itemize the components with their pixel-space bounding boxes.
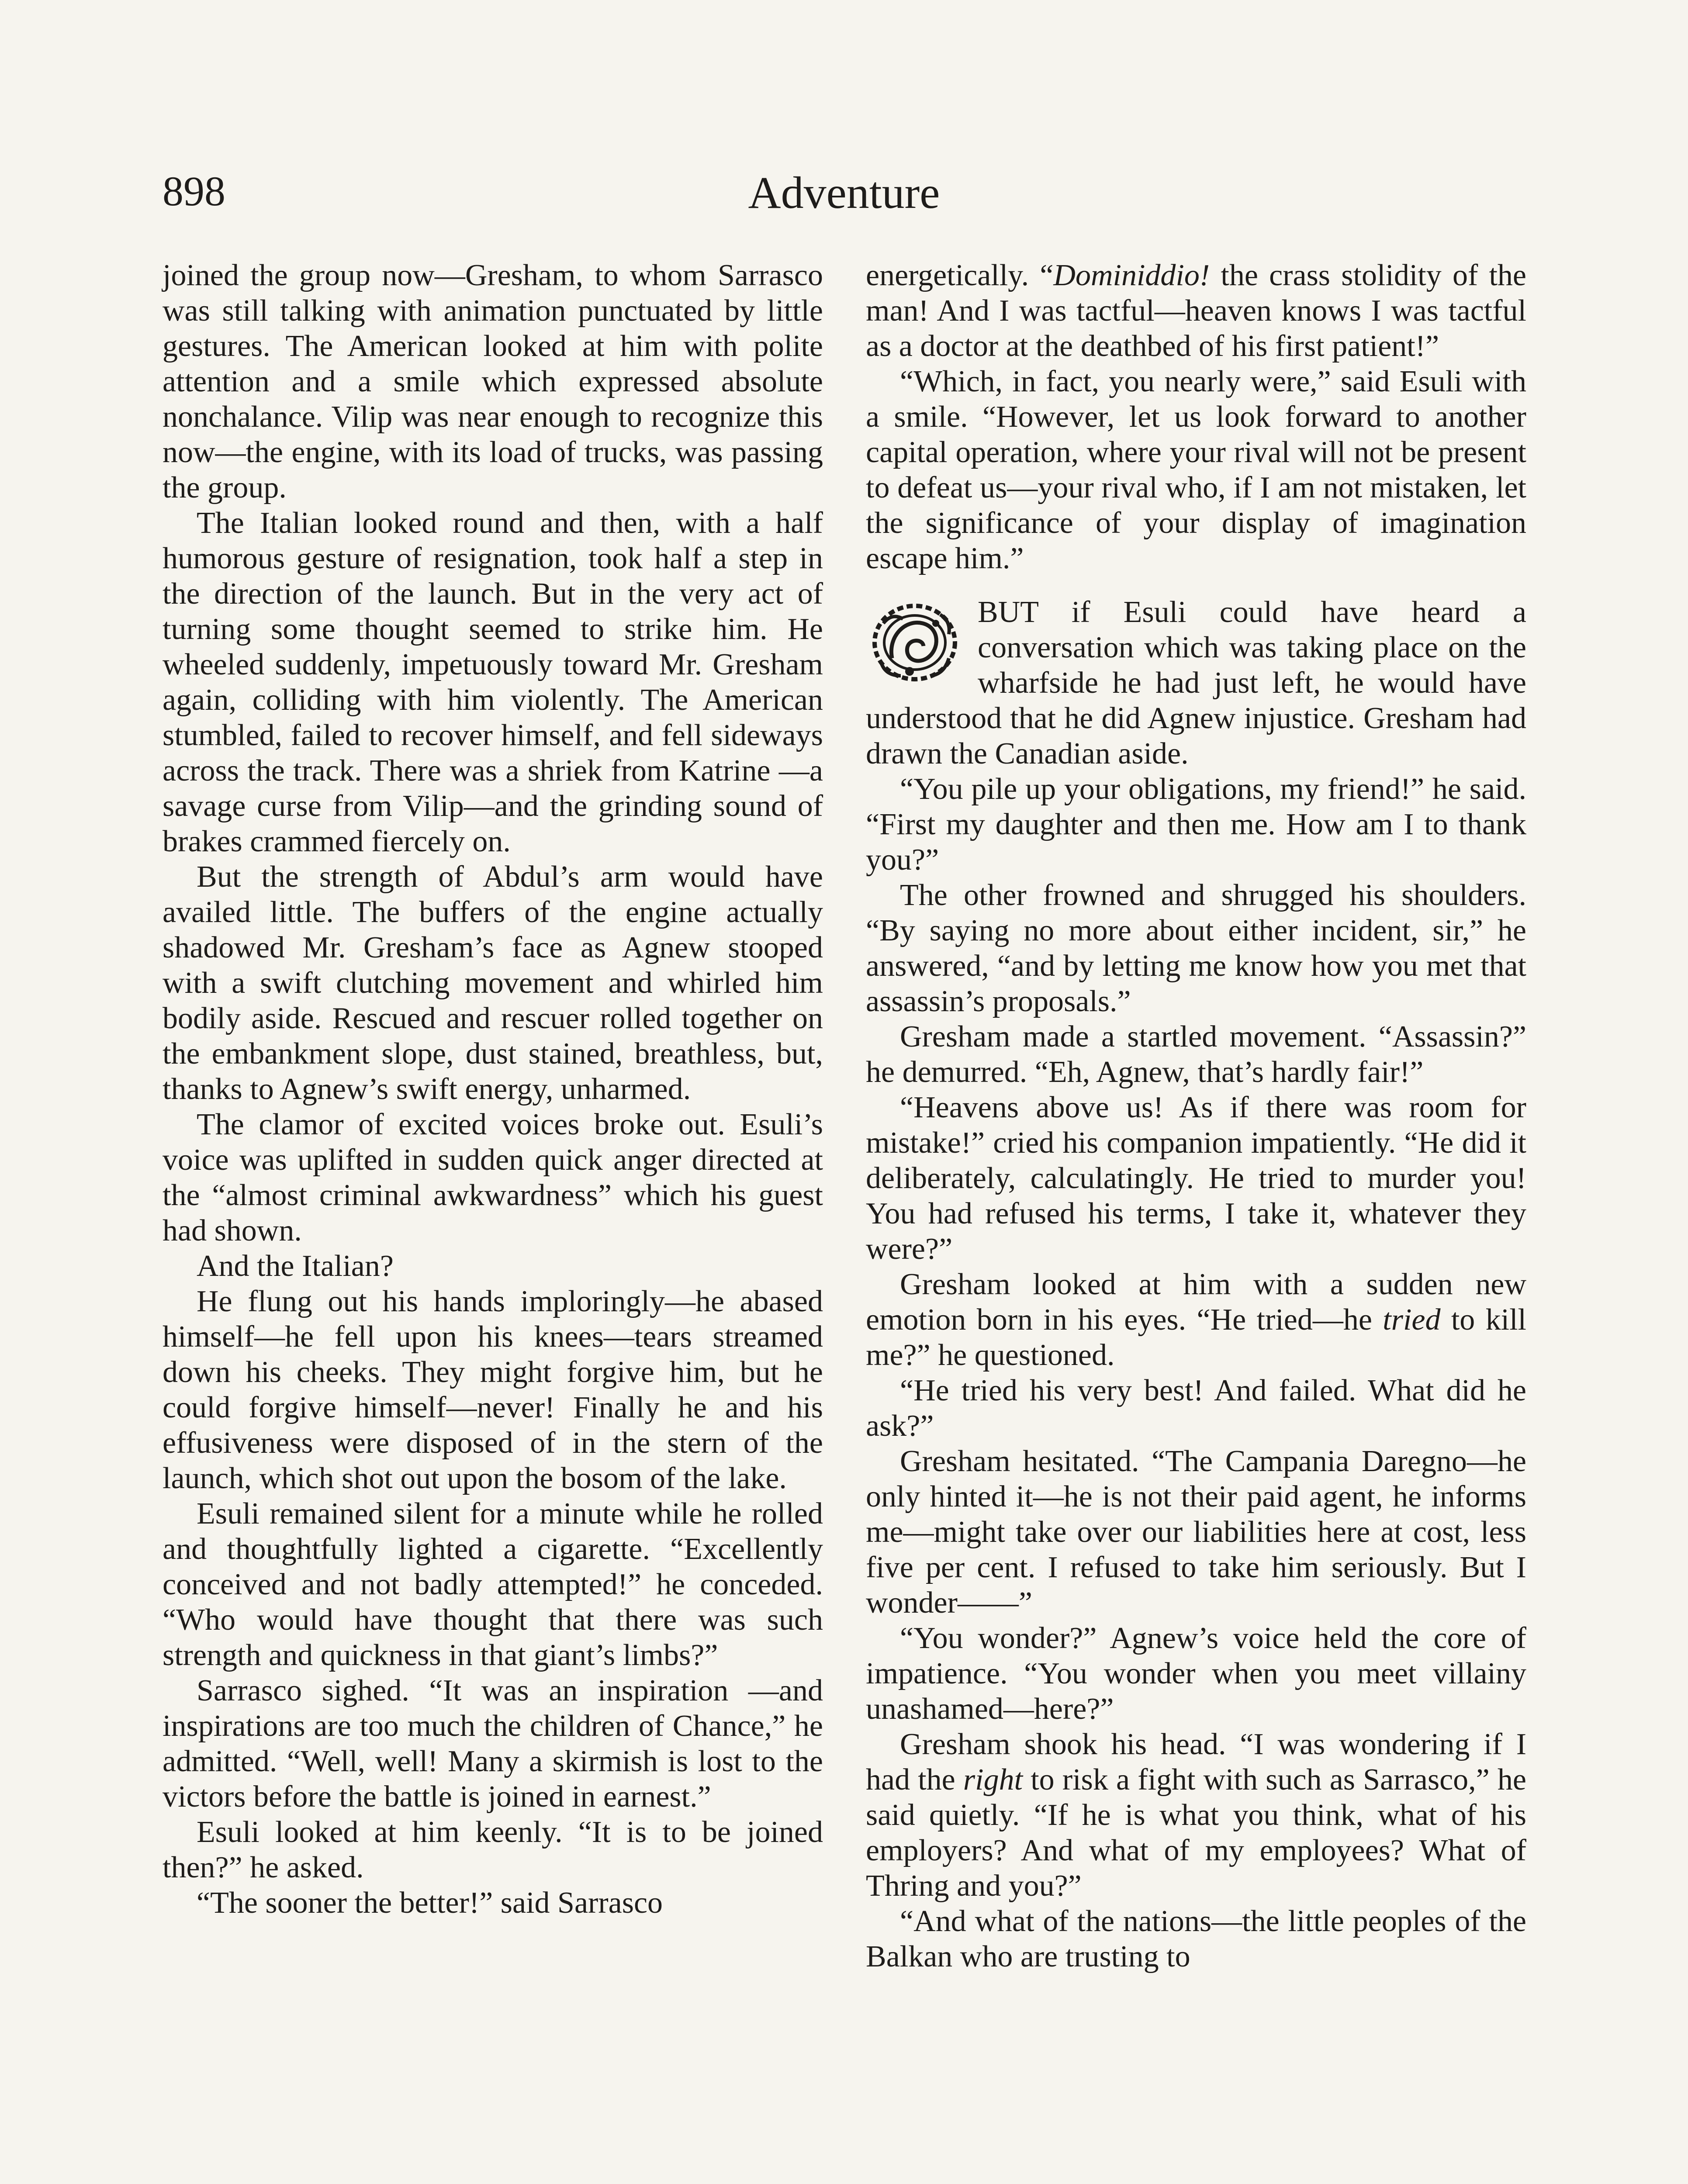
section-break-block — [866, 594, 1526, 771]
paragraph: joined the group now—Gresham, to whom Sarrasco was still talking with animation punctuated by little gestures. The American looked at him with polite attention and a smile which expressed absolute nonchalance. Vilip was near enough to recognize this now—the engine, with its load of trucks, was passing the group. — [163, 259, 823, 505]
running-title: Adventure — [748, 168, 940, 218]
text-run: energetically. “ — [866, 259, 1054, 292]
page-number: 898 — [163, 168, 225, 214]
paragraph — [866, 1727, 1526, 1904]
text-run: Gresham shook his head. “I was wondering if I had the — [866, 1728, 1526, 1797]
paragraph: The Italian looked round and then, with a half humorous gesture of resignation, took half a step in the direction of the launch. But in the very act of turning some thought seemed to strike him. He wheeled suddenly, impetuously toward Mr. Gresham again, colliding with him violently. The American stumbled, failed to recover himself, and fell sideways across the track. There was a shriek from Katrine —a savage curse from Vilip—and the grinding sound of brakes crammed fiercely on. — [163, 506, 823, 858]
paragraph: Gresham hesitated. “The Campania Daregno—he only hinted it—he is not their paid agent, he informs me—might take over our liabilities here at cost, less five per cent. I refused to take him seriously. But I wonder——” — [866, 1444, 1526, 1620]
paragraph: The other frowned and shrugged his shoulders. “By saying no more about either incident, sir,” he answered, “and by letting me know how you met that assassin’s proposals.” — [866, 878, 1526, 1018]
paragraph: “And what of the nations—the little peoples of the Balkan who are trusting to — [866, 1904, 1526, 1973]
italic-word: right — [963, 1763, 1023, 1797]
text-run: to risk a fight with such as Sarrasco,” he said quietly. “If he is what you think, what of his employers? And what of my employees? What of Thring and you?” — [866, 1763, 1526, 1903]
italic-word: Dominiddio! — [1053, 259, 1210, 292]
italic-word: tried — [1383, 1303, 1441, 1337]
text-run: Gresham looked at him with a sudden new emotion born in his eyes. “He tried—he — [866, 1268, 1526, 1337]
paragraph: “Which, in fact, you nearly were,” said Esuli with a smile. “However, let us look forward to another capital operation, where your rival will not be present to defeat us—your rival who, if I am not mistaken, let the significance of your display of imagination escape him.” — [866, 365, 1526, 575]
paragraph: He flung out his hands imploringly—he abased himself—he fell upon his knees—tears streamed down his cheeks. They might forgive him, but he could forgive himself—never! Finally he and his effusiveness were disposed of in the stern of the launch, which shot out upon the bosom of the lake. — [163, 1285, 823, 1495]
paragraph: Gresham made a startled movement. “Assassin?” he demurred. “Eh, Agnew, that’s hardly fair!” — [866, 1020, 1526, 1089]
paragraph: The clamor of excited voices broke out. Esuli’s voice was uplifted in sudden quick anger directed at the “almost criminal awkwardness” which his guest had shown. — [163, 1108, 823, 1248]
page-header — [163, 162, 1525, 228]
text-run: the crass stolidity of the man! And I was tactful—heaven knows I was tactful as a doctor at the deathbed of his first patient!” — [866, 259, 1526, 363]
decorative-initial-ornament-icon — [866, 597, 966, 689]
paragraph: “You pile up your obligations, my friend!” he said. “First my daughter and then me. How am I to thank you?” — [866, 772, 1526, 877]
text-run: to kill me?” he questioned. — [866, 1303, 1527, 1372]
paragraph — [866, 1267, 1526, 1373]
paragraph: “Heavens above us! As if there was room for mistake!” cried his companion impatiently. “He did it deliberately, calculatingly. He tried to murder you! You had refused his terms, I take it, whatever they were?” — [866, 1091, 1526, 1266]
right-column — [866, 258, 1526, 1974]
left-column — [163, 258, 823, 1921]
paragraph: Esuli looked at him keenly. “It is to be joined then?” he asked. — [163, 1815, 823, 1884]
paragraph: And the Italian? — [197, 1249, 394, 1283]
paragraph — [866, 258, 1526, 364]
paragraph: Sarrasco sighed. “It was an inspiration —and inspirations are too much the children of Chance,” he admitted. “Well, well! Many a skirmish is lost to the victors before the battle is joined in earnest.” — [163, 1674, 823, 1814]
paragraph: But the strength of Abdul’s arm would have availed little. The buffers of the engine actually shadowed Mr. Gresham’s face as Agnew stooped with a swift clutching movement and whirled him bodily aside. Rescued and rescuer rolled together on the embankment slope, dust stained, breathless, but, thanks to Agnew’s swift energy, unharmed. — [163, 860, 823, 1106]
paragraph: “The sooner the better!” said Sarrasco — [197, 1886, 663, 1920]
paragraph: “You wonder?” Agnew’s voice held the core of impatience. “You wonder when you meet villainy unashamed—here?” — [866, 1621, 1526, 1726]
paragraph: Esuli remained silent for a minute while he rolled and thoughtfully lighted a cigarette. “Excellently conceived and not badly attempted!” he conceded. “Who would have thought that there was such strength and quickness in that giant’s limbs?” — [163, 1497, 823, 1672]
paragraph: BUT if Esuli could have heard a conversation which was taking place on the wharfside he had just left, he would have understood that he did Agnew injustice. Gresham had drawn the Canadian aside. — [866, 595, 1526, 771]
paragraph: “He tried his very best! And failed. What did he ask?” — [866, 1374, 1526, 1443]
